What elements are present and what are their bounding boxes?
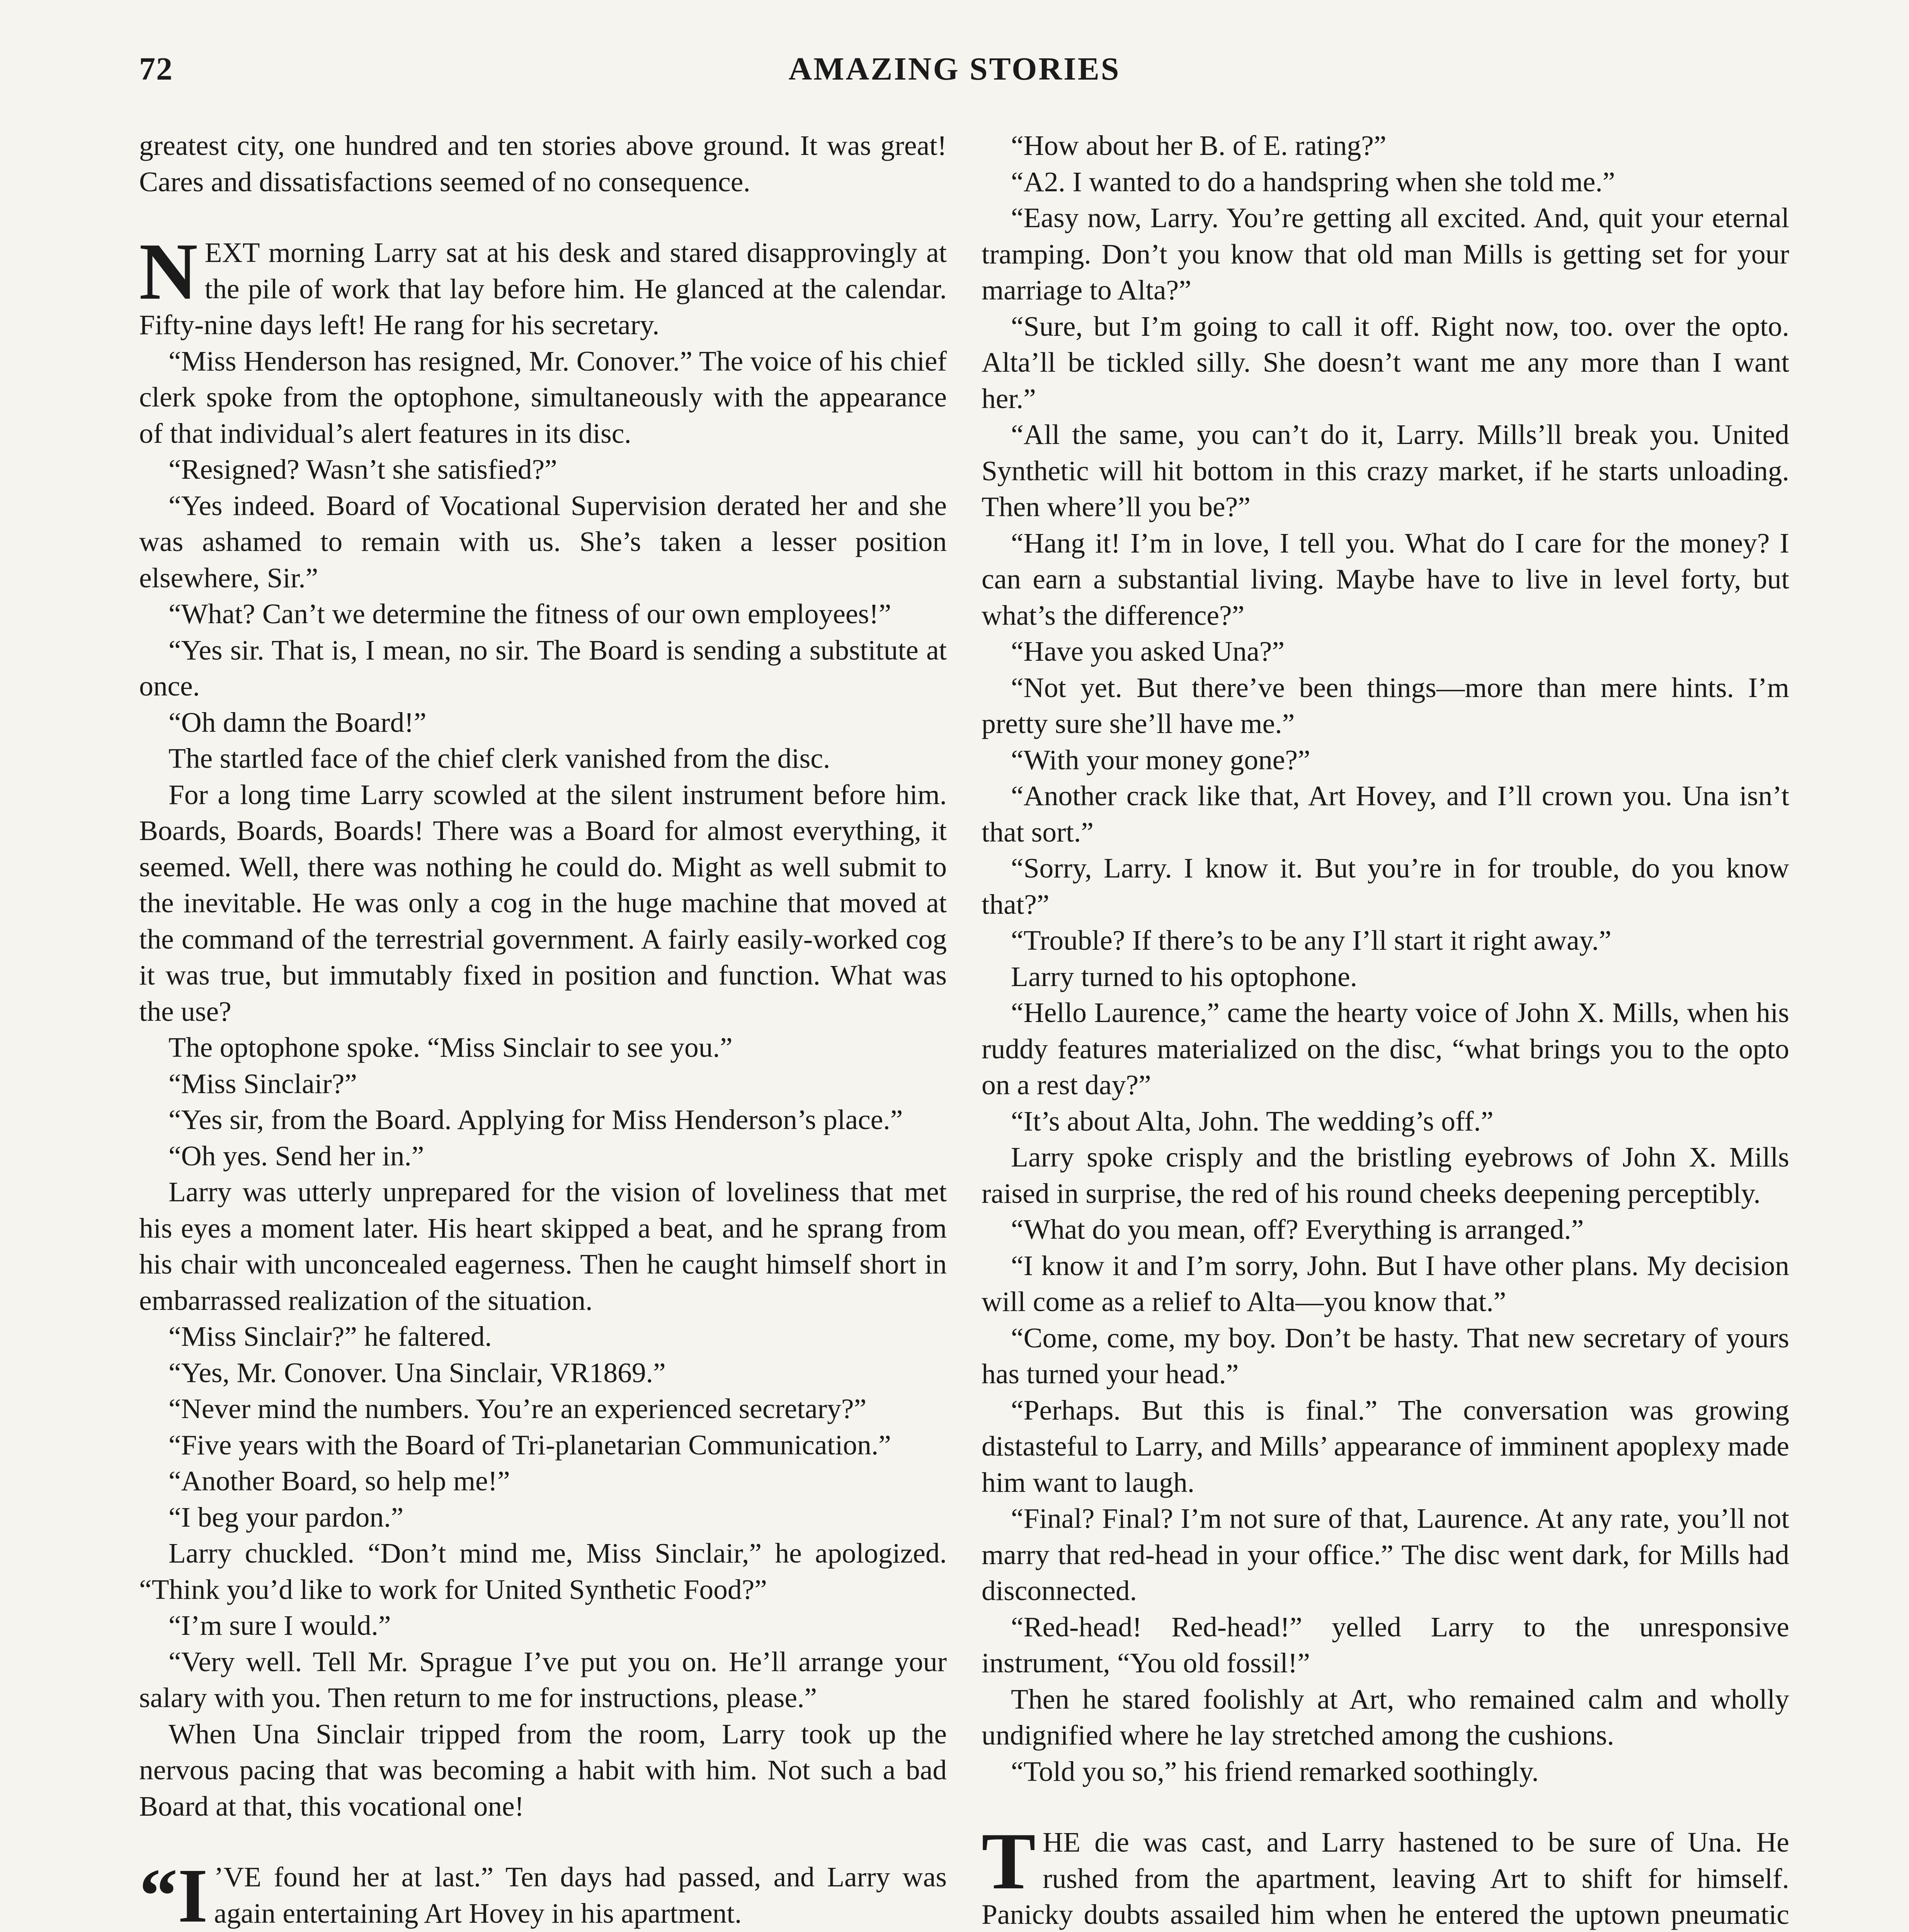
paragraph — [139, 1499, 947, 1536]
paragraph — [139, 227, 947, 343]
paragraph-text: “Another crack like that, Art Hovey, and I’ll crown you. Una isn’t that sort.” — [982, 780, 1789, 848]
drop-cap: N — [139, 227, 198, 316]
paragraph — [982, 850, 1789, 922]
paragraph-text: “Miss Sinclair?” — [168, 1068, 357, 1099]
paragraph — [982, 1139, 1789, 1211]
paragraph-text: “Yes indeed. Board of Vocational Supervision derated her and she was ashamed to remain with us. She’s taken a lesser position elsewhere, Sir.” — [139, 490, 947, 594]
paragraph — [139, 1355, 947, 1391]
paragraph — [139, 632, 947, 704]
paragraph-text: “Resigned? Wasn’t she satisfied?” — [168, 454, 557, 485]
left-column — [139, 128, 947, 1932]
paragraph — [139, 451, 947, 488]
paragraph-text: “I’m sure I would.” — [168, 1610, 391, 1641]
paragraph-text: When Una Sinclair tripped from the room, Larry took up the nervous pacing that was becoming a habit with him. Not such a bad Board at that, this vocational one! — [139, 1718, 947, 1822]
paragraph — [139, 1102, 947, 1138]
paragraph-text: Larry chuckled. “Don’t mind me, Miss Sinclair,” he apologized. “Think you’d like to work for United Synthetic Food?” — [139, 1537, 947, 1605]
page-number: 72 — [139, 51, 173, 87]
magazine-title: AMAZING STORIES — [788, 51, 1121, 87]
paragraph — [982, 670, 1789, 742]
paragraph-text: Larry spoke crisply and the bristling eyebrows of John X. Mills raised in surprise, the red of his round cheeks deepening perceptibly. — [982, 1141, 1789, 1209]
paragraph-text: “Hello Laurence,” came the hearty voice of John X. Mills, when his ruddy features materialized on the disc, “what brings you to the opto on a rest day?” — [982, 997, 1789, 1100]
paragraph-text: EXT morning Larry sat at his desk and stared disapprovingly at the pile of work that lay before him. He glanced at the calendar. Fifty-nine days left! He rang for his secretary. — [139, 237, 947, 340]
paragraph-text: “With your money gone?” — [1011, 744, 1310, 776]
paragraph-text: “Never mind the numbers. You’re an experienced secretary?” — [168, 1393, 867, 1424]
paragraph — [982, 417, 1789, 525]
paragraph-text: “Sorry, Larry. I know it. But you’re in for trouble, do you know that?” — [982, 852, 1789, 920]
paragraph — [982, 1681, 1789, 1753]
paragraph-text: “Yes sir, from the Board. Applying for Miss Henderson’s place.” — [168, 1104, 903, 1135]
paragraph-text: “Told you so,” his friend remarked soothingly. — [1011, 1755, 1539, 1787]
paragraph-text: Larry was utterly unprepared for the vision of loveliness that met his eyes a moment later. His heart skipped a beat, and he sprang from his chair with unconcealed eagerness. Then he caught himself short in embarrassed realization of the situation. — [139, 1176, 947, 1316]
paragraph — [982, 1753, 1789, 1790]
paragraph — [139, 1174, 947, 1318]
paragraph — [982, 200, 1789, 308]
paragraph-text: “A2. I wanted to do a handspring when she told me.” — [1011, 166, 1615, 197]
paragraph — [982, 995, 1789, 1103]
paragraph — [982, 742, 1789, 778]
paragraph-text: “Yes, Mr. Conover. Una Sinclair, VR1869.” — [168, 1357, 666, 1388]
paragraph — [139, 1607, 947, 1644]
paragraph-text: The startled face of the chief clerk vanished from the disc. — [168, 743, 830, 774]
paragraph-text: “Have you asked Una?” — [1011, 636, 1285, 667]
paragraph-text: “Five years with the Board of Tri-planetarian Communication.” — [168, 1429, 891, 1461]
paragraph-text: Then he stared foolishly at Art, who remained calm and wholly undignified where he lay stretched among the cushions. — [982, 1683, 1789, 1751]
paragraph — [139, 1066, 947, 1102]
paragraph — [139, 704, 947, 741]
right-column — [982, 128, 1789, 1932]
paragraph — [982, 1609, 1789, 1681]
paragraph-text: “Final? Final? I’m not sure of that, Laurence. At any rate, you’ll not marry that red-head in your office.” The disc went dark, for Mills had disconnected. — [982, 1503, 1789, 1606]
paragraph — [982, 1103, 1789, 1139]
paragraph — [982, 778, 1789, 850]
paragraph — [982, 1392, 1789, 1501]
paragraph — [139, 1318, 947, 1355]
paragraph — [982, 525, 1789, 634]
paragraph-text: “Sure, but I’m going to call it off. Right now, too. over the opto. Alta’ll be tickled silly. She doesn’t want me any more than I want her.” — [982, 310, 1789, 414]
paragraph — [139, 128, 947, 200]
paragraph — [139, 1029, 947, 1066]
paragraph — [982, 633, 1789, 670]
paragraph — [982, 959, 1789, 995]
paragraph-text: “How about her B. of E. rating?” — [1011, 130, 1387, 161]
paragraph-text: “All the same, you can’t do it, Larry. Mills’ll break you. United Synthetic will hit bottom in this crazy market, if he starts unloading. Then where’ll you be?” — [982, 419, 1789, 522]
paragraph-text: “I know it and I’m sorry, John. But I have other plans. My decision will come as a relief to Alta—you know that.” — [982, 1250, 1789, 1317]
paragraph — [139, 1138, 947, 1174]
paragraph-text: “Miss Henderson has resigned, Mr. Conover.” The voice of his chief clerk spoke from the optophone, simultaneously with the appearance of that individual’s alert features in its disc. — [139, 345, 947, 449]
paragraph-text: “Hang it! I’m in love, I tell you. What do I care for the money? I can earn a substantial living. Maybe have to live in level forty, but what’s the difference?” — [982, 527, 1789, 631]
paragraph-text: “Very well. Tell Mr. Sprague I’ve put you on. He’ll arrange your salary with you. Then return to me for instructions, please.” — [139, 1646, 947, 1713]
paragraph — [982, 128, 1789, 164]
paragraph — [139, 596, 947, 632]
paragraph — [139, 1535, 947, 1607]
paragraph-text: HE die was cast, and Larry hastened to be sure of Una. He rushed from the apartment, leaving Art to shift for himself. Panicky doubts assailed him when he entered the uptown pneumatic — [982, 1827, 1789, 1930]
paragraph-text: “Easy now, Larry. You’re getting all excited. And, quit your eternal tramping. Don’t you know that old man Mills is getting set for your marriage to Alta?” — [982, 202, 1789, 306]
paragraph — [982, 1248, 1789, 1320]
paragraph-text: “What? Can’t we determine the fitness of our own employees!” — [168, 598, 892, 629]
paragraph-text: The optophone spoke. “Miss Sinclair to see you.” — [168, 1032, 733, 1063]
paragraph — [139, 777, 947, 1030]
paragraph-text: greatest city, one hundred and ten stories above ground. It was great! Cares and dissatisfactions seemed of no consequence. — [139, 130, 947, 197]
paragraph — [982, 922, 1789, 959]
paragraph — [139, 1853, 947, 1932]
paragraph — [139, 1644, 947, 1716]
paragraph — [982, 1500, 1789, 1609]
page-header — [139, 50, 1770, 97]
paragraph-text: “Another Board, so help me!” — [168, 1465, 510, 1497]
paragraph-text: “I beg your pardon.” — [168, 1501, 404, 1533]
paragraph — [982, 308, 1789, 417]
paragraph — [982, 1211, 1789, 1248]
paragraph — [982, 164, 1789, 200]
drop-cap: T — [982, 1816, 1036, 1906]
paragraph — [139, 1463, 947, 1499]
paragraph-text: “Oh damn the Board!” — [168, 706, 427, 738]
paragraph-text: “Perhaps. But this is final.” The conversation was growing distasteful to Larry, and Mills’ appearance of imminent apoplexy made him want to laugh. — [982, 1394, 1789, 1498]
paragraph-text: Larry turned to his optophone. — [1011, 961, 1358, 992]
paragraph-text: “Miss Sinclair?” he faltered. — [168, 1321, 492, 1352]
paragraph — [139, 1427, 947, 1463]
paragraph-text: “Oh yes. Send her in.” — [168, 1140, 424, 1172]
paragraph-text: For a long time Larry scowled at the silent instrument before him. Boards, Boards, Boards! There was a Board for almost everything, it seemed. Well, there was nothing he could do. Might as well submit to the inevitable. He was only a cog in the huge machine that moved at the command of the terrestrial government. A fairly easily-worked cog it was true, but immutably fixed in position and function. What was the use? — [139, 779, 947, 1027]
paragraph — [982, 1816, 1789, 1932]
paragraph — [139, 740, 947, 777]
paragraph-text: “Not yet. But there’ve been things—more than mere hints. I’m pretty sure she’ll have me.” — [982, 672, 1789, 739]
paragraph — [139, 1391, 947, 1427]
paragraph-text: “It’s about Alta, John. The wedding’s off.” — [1011, 1105, 1494, 1137]
paragraph — [139, 1716, 947, 1825]
drop-cap: “I — [139, 1853, 208, 1932]
paragraph-text: “Red-head! Red-head!” yelled Larry to the unresponsive instrument, “You old fossil!” — [982, 1611, 1789, 1679]
paragraph — [982, 1320, 1789, 1392]
paragraph-text: “What do you mean, off? Everything is arranged.” — [1011, 1214, 1584, 1245]
paragraph — [139, 343, 947, 452]
paragraph-text: “Come, come, my boy. Don’t be hasty. That new secretary of yours has turned your head.” — [982, 1322, 1789, 1389]
paragraph-text: ’VE found her at last.” Ten days had passed, and Larry was again entertaining Art Hovey in his apartment. — [214, 1861, 947, 1929]
paragraph-text: “Trouble? If there’s to be any I’ll start it right away.” — [1011, 925, 1611, 956]
paragraph-text: “Yes sir. That is, I mean, no sir. The Board is sending a substitute at once. — [139, 634, 947, 702]
paragraph — [139, 488, 947, 596]
